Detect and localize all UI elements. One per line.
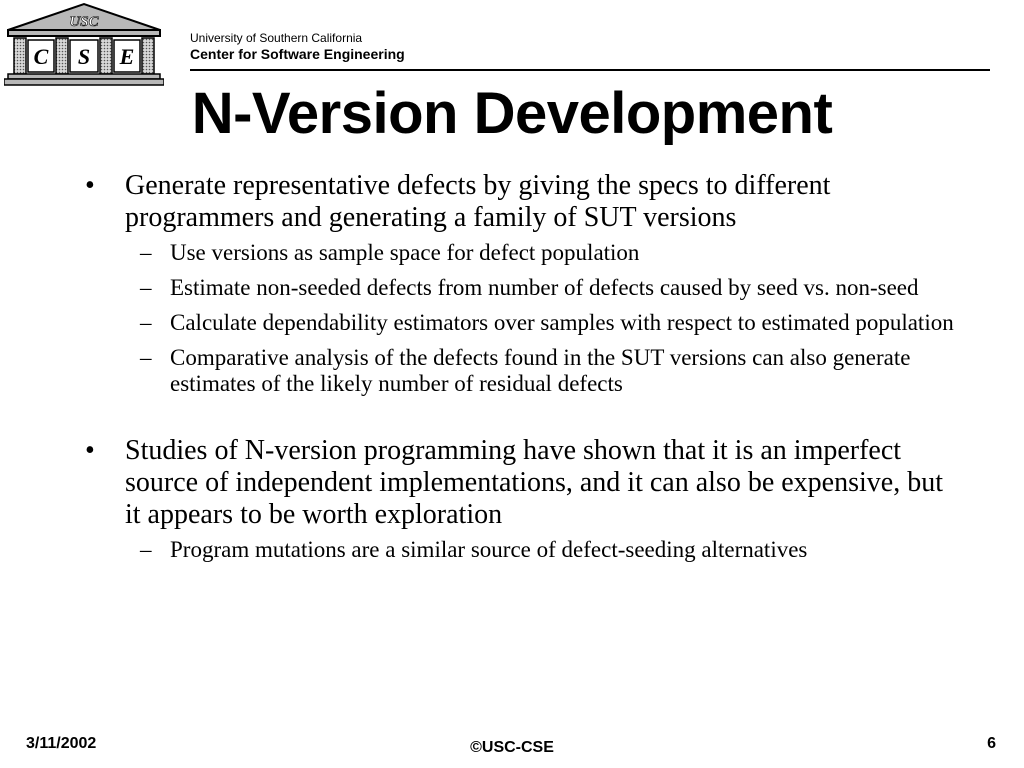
bullet-text: Generate representative defects by giving the specs to different programmers and generating a family of SUT versions <box>125 170 831 233</box>
center-name: Center for Software Engineering <box>190 45 405 62</box>
university-name: University of Southern California <box>190 31 363 45</box>
usc-cse-logo <box>4 2 164 88</box>
sub-bullet-item <box>85 275 965 301</box>
sub-bullet-text: Comparative analysis of the defects found in the SUT versions can also generate estimates of the likely number of residual defects <box>170 345 911 396</box>
bullet-marker: • <box>85 170 95 201</box>
bullet-marker: • <box>85 435 95 466</box>
bullet-group <box>85 170 965 397</box>
logo-column <box>14 38 26 74</box>
dash-marker: – <box>140 275 152 300</box>
sub-bullet-item <box>85 345 965 397</box>
logo-usc-text: USC <box>69 14 99 30</box>
spacer <box>85 406 965 435</box>
bullet-item <box>85 435 965 531</box>
header-divider <box>190 69 990 71</box>
sub-bullet-text: Estimate non-seeded defects from number of defects caused by seed vs. non-seed <box>170 275 919 300</box>
sub-bullet-item <box>85 240 965 266</box>
dash-marker: – <box>140 310 152 335</box>
logo-column <box>100 38 112 74</box>
logo-letter: E <box>119 44 135 69</box>
sub-bullet-item <box>85 537 965 563</box>
sub-bullet-item <box>85 310 965 336</box>
sub-bullet-list <box>85 240 965 397</box>
logo-letter: S <box>77 44 91 69</box>
sub-bullet-text: Calculate dependability estimators over samples with respect to estimated population <box>170 310 954 335</box>
sub-bullet-text: Use versions as sample space for defect population <box>170 240 640 265</box>
slide-title: N-Version Development <box>191 81 833 146</box>
sub-bullet-text: Program mutations are a similar source of defect-seeding alternatives <box>170 537 808 562</box>
logo-column <box>56 38 68 74</box>
dash-marker: – <box>140 537 152 562</box>
logo-graphic <box>4 2 164 88</box>
logo-letter: C <box>33 44 49 69</box>
bullet-item <box>85 170 965 234</box>
bullet-text: Studies of N-version programming have shown that it is an imperfect source of independent implementations, and it can also be expensive, but it appears to be worth exploration <box>125 435 943 530</box>
logo-entablature <box>8 30 160 36</box>
logo-column <box>142 38 154 74</box>
footer-date: 3/11/2002 <box>26 735 97 752</box>
slide-content <box>85 170 965 572</box>
dash-marker: – <box>140 345 152 370</box>
dash-marker: – <box>140 240 152 265</box>
sub-bullet-list <box>85 537 965 563</box>
footer-copyright: ©USC-CSE <box>470 739 554 756</box>
bullet-group <box>85 435 965 563</box>
page-number: 6 <box>987 735 996 752</box>
organization-name <box>190 32 405 62</box>
